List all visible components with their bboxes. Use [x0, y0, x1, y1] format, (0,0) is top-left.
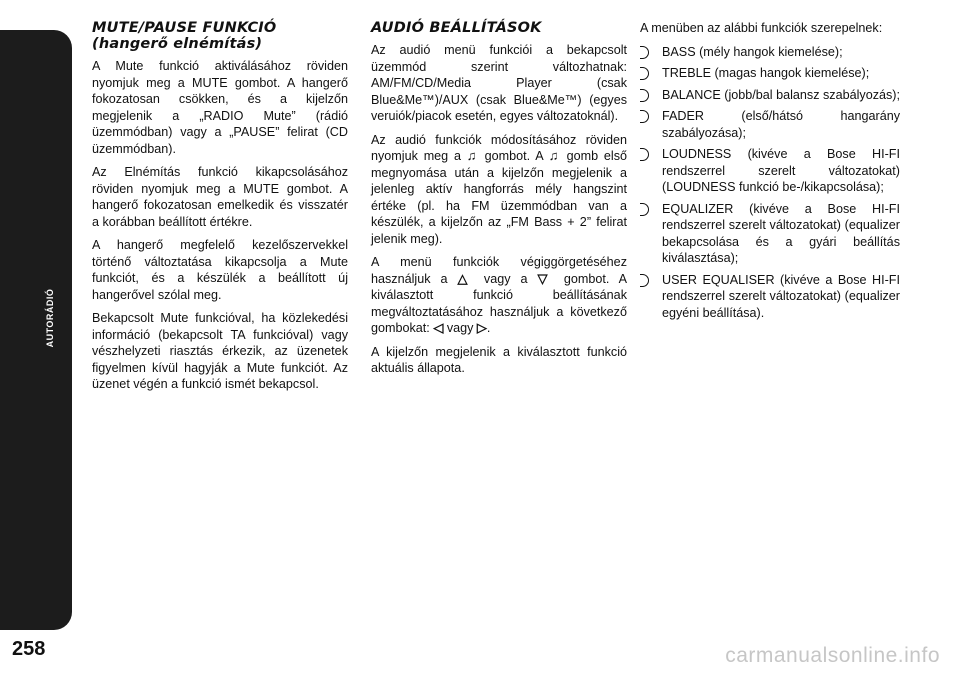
paragraph: Bekapcsolt Mute funkcióval, ha közlekedési információ (bekapcsolt TA funkcióval) vagy vészhelyzeti riasztás érkezik, az üzenetek figyelmen kívül hagyják a Mute funkciót. Az üzenet végén a funkció ismét bekapcsol. — [92, 311, 348, 391]
list-item: BASS (mély hangok kiemelése); — [640, 44, 900, 61]
paragraph: Az Elnémítás funkció kikapcsolásához röviden nyomjuk meg a MUTE gombot. A hangerő fokozatosan emelkedik és visszatér a korábban beállított értékre. — [92, 165, 348, 229]
triangle-down-icon: ▽ — [537, 270, 554, 286]
triangle-up-icon: △ — [457, 270, 474, 286]
column-audio-settings — [371, 20, 627, 384]
section-label: AUTORÁDIÓ — [45, 288, 55, 348]
heading-line-2: (hangerő elnémítás) — [92, 36, 263, 52]
list-item: TREBLE (magas hangok kiemelése); — [640, 65, 900, 82]
function-list — [640, 44, 900, 322]
triangle-left-icon: ◁ — [433, 320, 444, 335]
bullet-icon — [640, 203, 649, 216]
triangle-right-icon: ▷ — [476, 320, 487, 335]
bullet-icon — [640, 148, 649, 161]
page-number: 258 — [12, 638, 46, 660]
list-item: BALANCE (jobb/bal balansz szabályozás); — [640, 87, 900, 104]
footer-watermark: carmanualsonline.info — [725, 644, 940, 667]
heading-line-1: MUTE/PAUSE FUNKCIÓ — [92, 20, 277, 36]
paragraph: A Mute funkció aktiválásához röviden nyomjuk meg a MUTE gombot. A hangerő fokozatosan csökken, és a kijelzőn megjelenik a „RADIO Mute” (rádió üzemmódban) vagy a „PAUSE” felirat (CD üzemmódban). — [92, 59, 348, 156]
list-item: LOUDNESS (kivéve a Bose HI-FI rendszerrel szerelt változatokat) (LOUDNESS funkció be-/kikapcsolása); — [640, 146, 900, 196]
section-heading-audio: AUDIÓ BEÁLLÍTÁSOK — [371, 20, 542, 36]
paragraph: Az audió funkciók módosításához röviden nyomjuk meg a ♫ gombot. A ♫ gomb első megnyomása után a kijelzőn megjelenik a jelenleg aktív hangforrás mély hangszint értéke (pl. ha FM üzemmódban van a készülék, a kijelzőn az „FM Bass + 2” felirat jelenik meg). — [371, 132, 627, 246]
list-item: FADER (első/hátsó hangarány szabályozása); — [640, 108, 900, 141]
music-note-icon: ♫ — [548, 148, 561, 163]
list-item: USER EQUALISER (kivéve a Bose HI-FI rendszerrel szerelt változatokat) (equalizer egyéni beállítása). — [640, 272, 900, 322]
paragraph: A menü funkciók végiggörgetéséhez használjuk a △ vagy a ▽ gombot. A kiválasztott funkció beállításának megváltoztatásához használjuk a következő gombokat: ◁ vagy ▷. — [371, 255, 628, 335]
bullet-icon — [640, 67, 649, 80]
music-note-icon: ♫ — [466, 148, 479, 163]
column-menu-functions — [640, 20, 900, 326]
paragraph: A kijelzőn megjelenik a kiválasztott funkció aktuális állapota. — [371, 344, 627, 375]
bullet-icon — [640, 110, 649, 123]
bullet-icon — [640, 274, 649, 287]
bullet-icon — [640, 89, 649, 102]
list-item: EQUALIZER (kivéve a Bose HI-FI rendszerrel szerelt változatokat) (equalizer bekapcsolása és a gyári beállítás kiválasztása); — [640, 201, 900, 267]
list-intro: A menüben az alábbi funkciók szerepelnek: — [640, 21, 883, 35]
side-tab — [0, 30, 72, 630]
paragraph: Az audió menü funkciói a bekapcsolt üzemmód szerint változhatnak: AM/FM/CD/Media Player (csak Blue&Me™)/AUX (csak Blue&Me™) (egyes veruiók/piacok esetén, egyes változatoknál). — [371, 43, 627, 123]
section-heading-mute — [92, 20, 348, 52]
column-mute-pause — [92, 20, 348, 400]
paragraph: A hangerő megfelelő kezelőszervekkel történő változtatása kikapcsolja a Mute funkciót, és a készülék a beállított új hangerővel szólal meg. — [92, 238, 348, 302]
bullet-icon — [640, 46, 649, 59]
